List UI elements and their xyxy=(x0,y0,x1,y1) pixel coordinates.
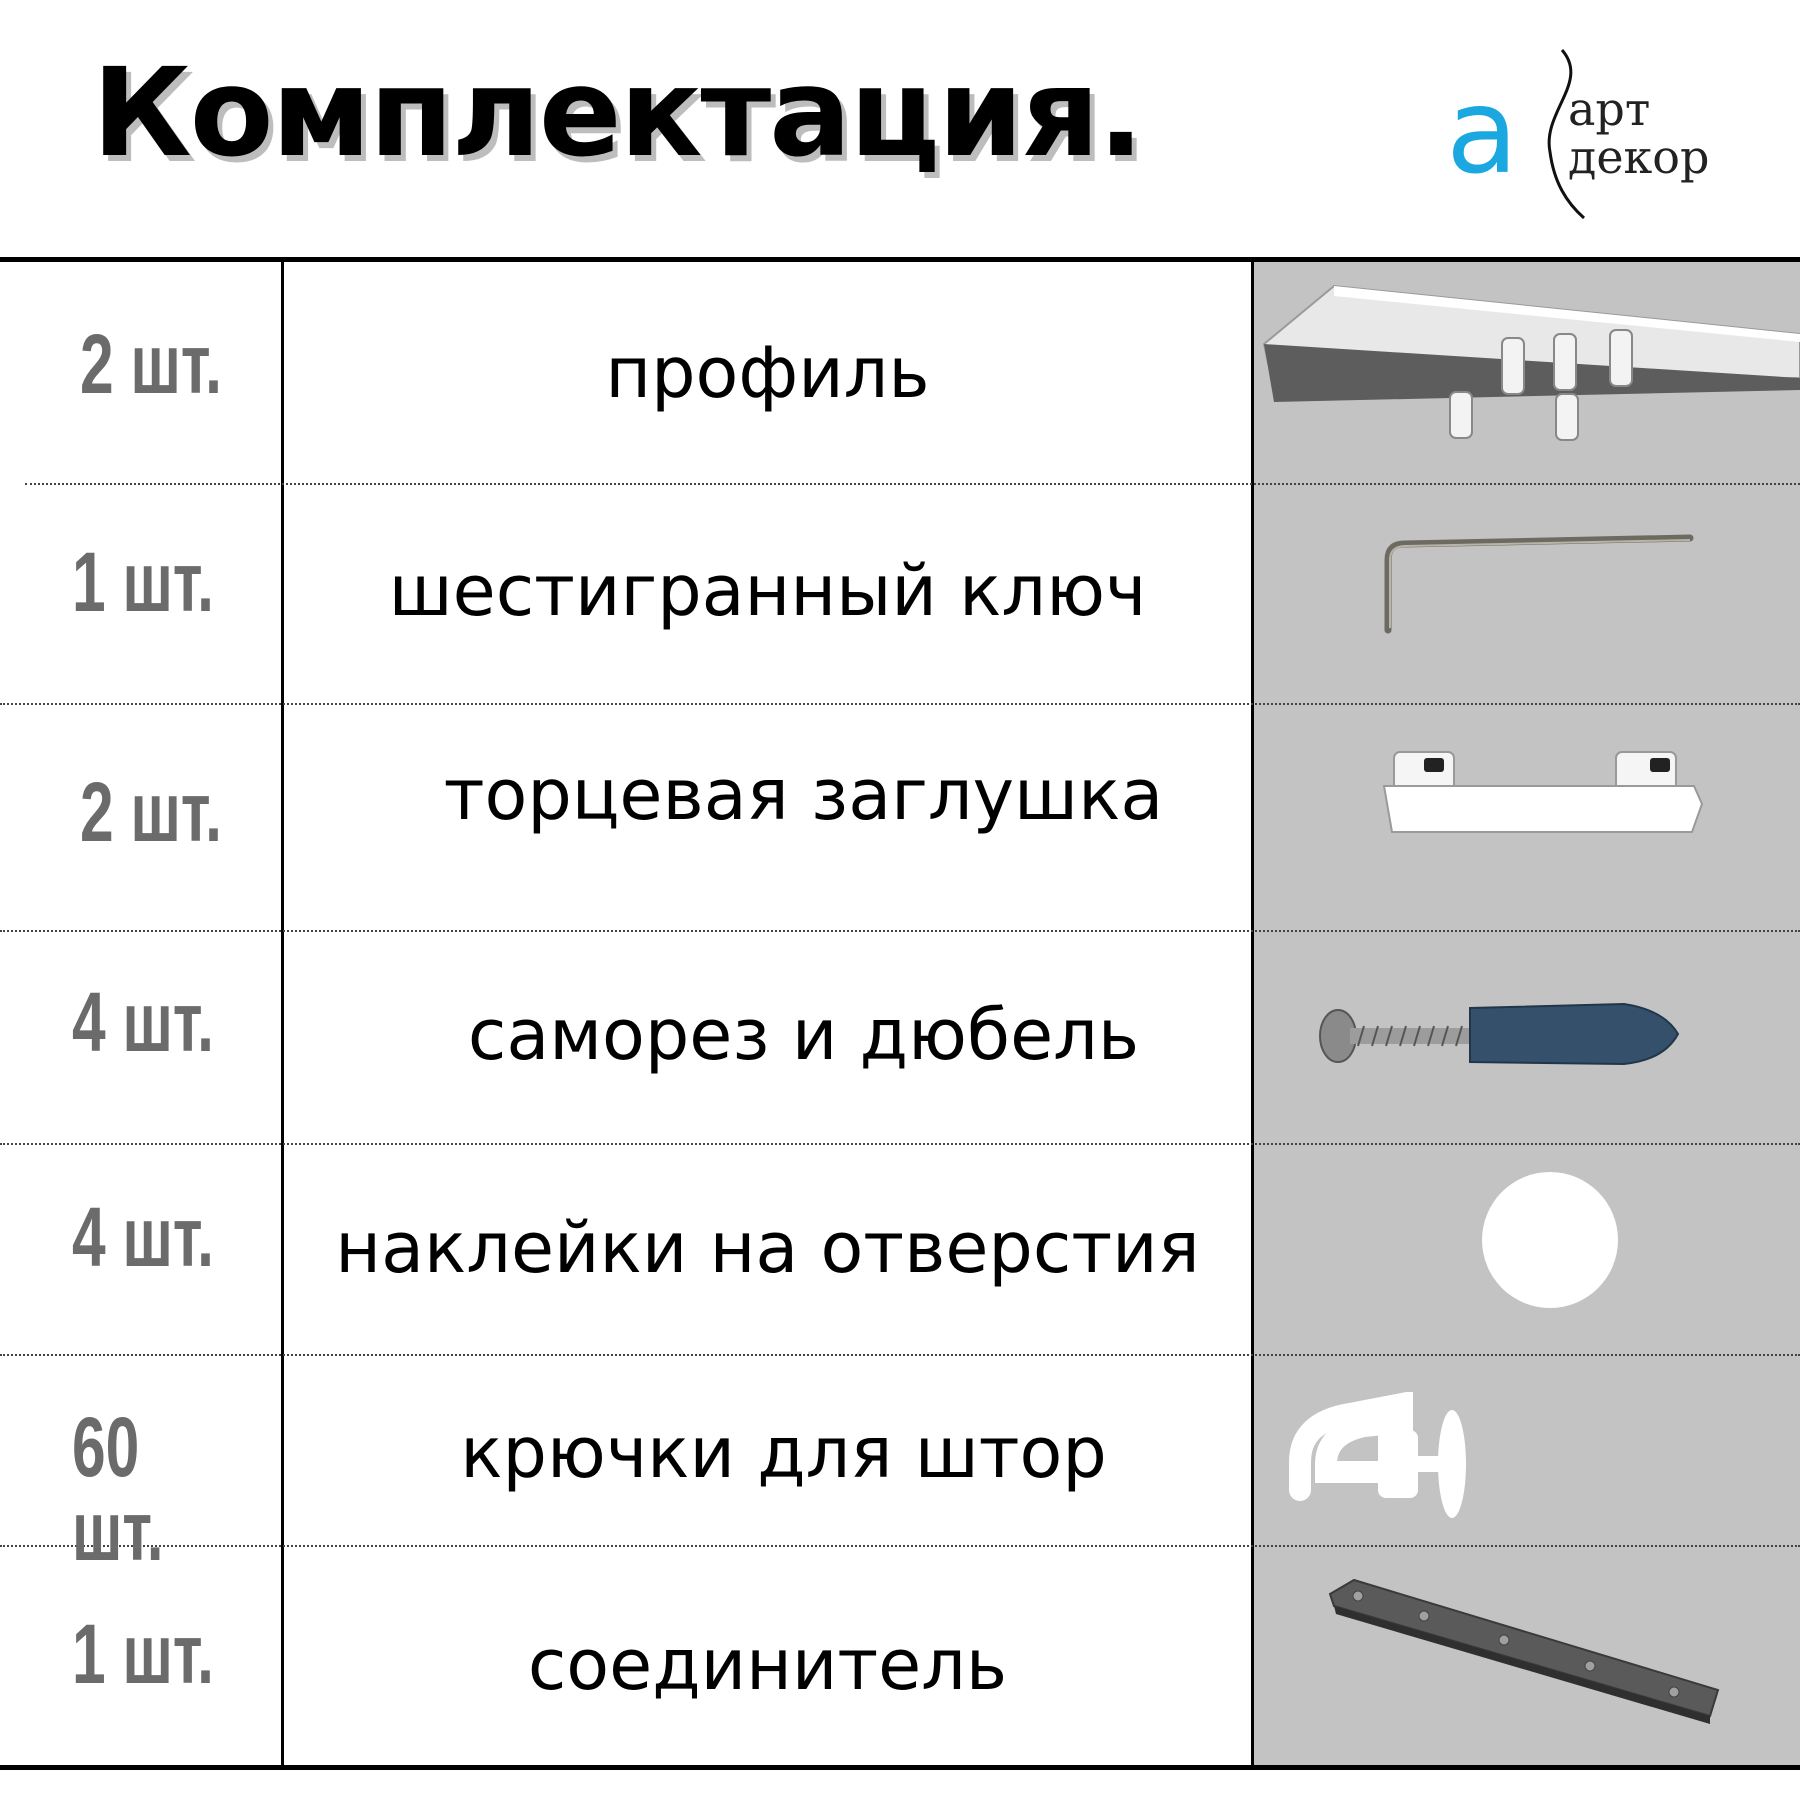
item-quantity: 4 шт. xyxy=(72,1190,214,1284)
item-quantity: 1 шт. xyxy=(72,535,214,629)
item-quantity: 1 шт. xyxy=(72,1607,214,1701)
row-divider xyxy=(25,483,1800,485)
row-divider xyxy=(0,1143,1800,1145)
row-divider xyxy=(0,930,1800,932)
logo-line-2: декор xyxy=(1568,130,1710,184)
curtain-hook-icon xyxy=(1254,1392,1800,1522)
item-name: шестигранный ключ xyxy=(388,550,1147,632)
logo-mark: a xyxy=(1446,62,1519,200)
item-name: соединитель xyxy=(527,1624,1008,1706)
item-quantity: 4 шт. xyxy=(72,975,214,1069)
screw-dowel-icon xyxy=(1254,990,1800,1080)
hole-sticker-icon xyxy=(1254,1166,1800,1316)
item-name: саморез и дюбель xyxy=(467,994,1140,1076)
curtain-profile-icon xyxy=(1254,282,1800,462)
item-name: наклейки на отверстия xyxy=(335,1207,1200,1289)
item-name: крючки для штор xyxy=(460,1412,1107,1494)
logo-line-1: арт xyxy=(1568,82,1651,136)
page-title: Комплектация. xyxy=(92,42,1143,184)
item-name: торцевая заглушка xyxy=(443,754,1164,836)
column-divider xyxy=(281,262,284,1770)
row-divider xyxy=(0,703,1800,705)
item-quantity: 2 шт. xyxy=(80,765,222,859)
end-cap-icon xyxy=(1254,740,1800,840)
brand-logo xyxy=(1440,42,1730,222)
connector-icon xyxy=(1254,1570,1800,1730)
item-quantity: 60 шт. xyxy=(72,1400,164,1578)
item-name: профиль xyxy=(605,332,930,414)
item-quantity: 2 шт. xyxy=(80,317,222,411)
footer-rule xyxy=(0,1765,1800,1770)
row-divider xyxy=(0,1545,1800,1547)
hex-key-icon xyxy=(1254,530,1800,640)
row-divider xyxy=(0,1354,1800,1356)
